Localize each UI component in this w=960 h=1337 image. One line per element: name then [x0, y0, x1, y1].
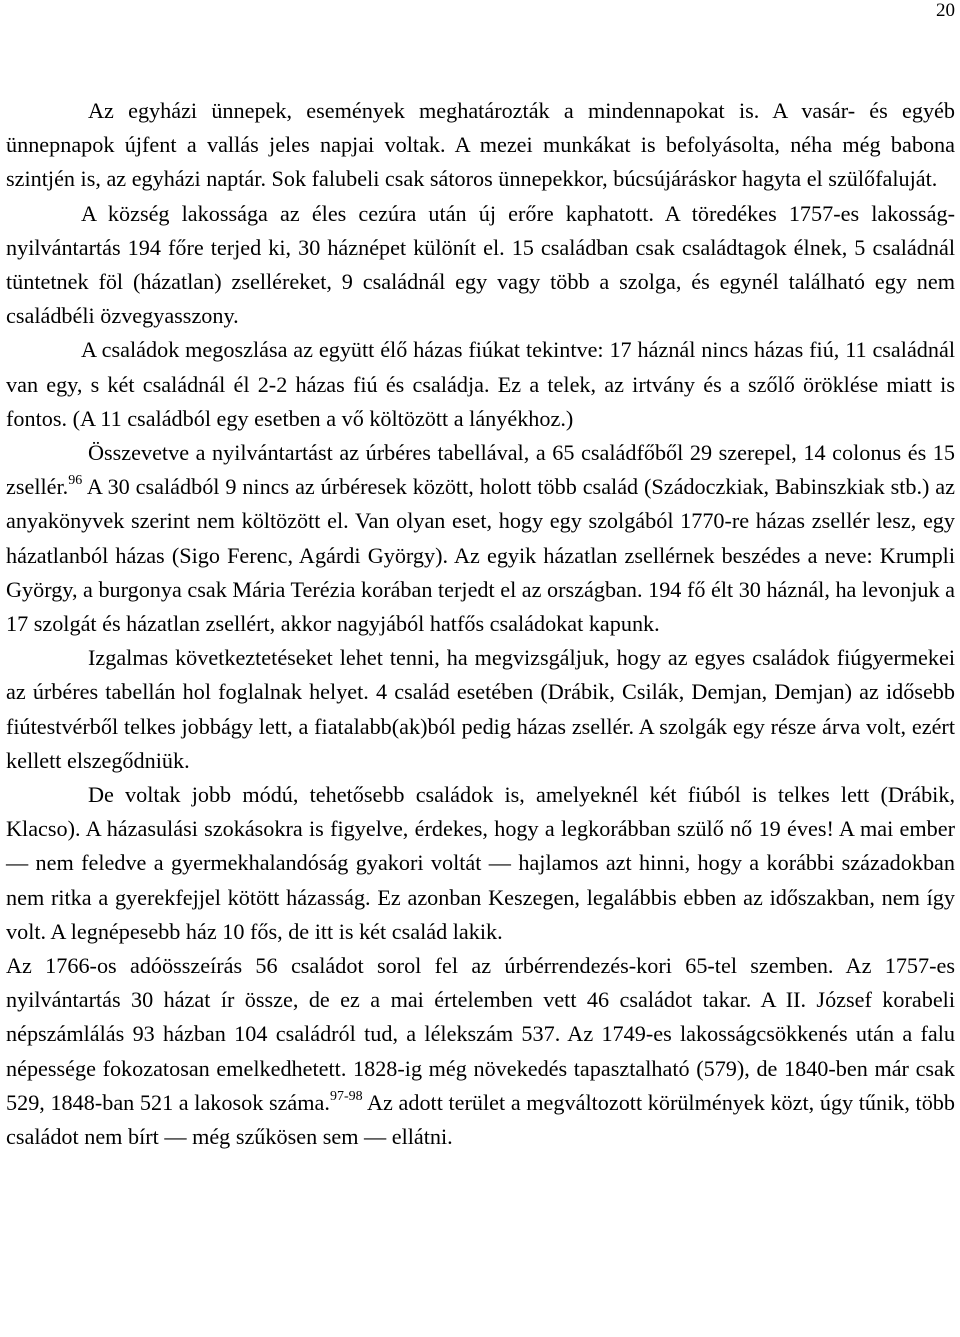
footnote-marker: 96 [68, 472, 83, 488]
paragraph-urbarial-comparison [6, 436, 955, 641]
paragraph-marriage-customs: De voltak jobb módú, tehetősebb családok is, amelyeknél két fiúból is telkes lett (Drábik, Klacso). A házasulási szokásokra is figyelve, érdekes, hogy a legkorábban szülő nő 19 éves! A mai ember — nem feledve a gyermekhalandóság gyakori voltát — hajlamos azt hinni, hogy a korábbi századokban nem ritka a gyerekfejjel kötött házasság. Ez azonban Keszegen, legalábbis ebben az időszakban, nem így volt. A legnépesebb ház 10 fős, de itt is két család lakik. [6, 782, 955, 944]
paragraph-text: Az 1766-os adóösszeírás 56 családot sorol fel az úrbérrendezés-kori 65-tel szemben. Az 1757-es nyilvántartás 30 házat ír össze, de ez a mai értelemben vett 46 családot takar. A II. József korabeli népszámlálás 93 házban 104 családról tud, a lélekszám 537. Az 1749-es lakosságcsökkenés után a falu népessége fokozatosan emelkedhetett. 1828-ig még növekedés tapasztalható (579), de 1840-ben már csak 529, 1848-ban 521 a lakosok száma. [6, 953, 955, 1115]
footnote-marker: 97-98 [329, 1088, 363, 1104]
document-body [6, 94, 955, 1154]
paragraph-sons-positions: Izgalmas következtetéseket lehet tenni, ha megvizsgáljuk, hogy az egyes családok fiúgyermekei az úrbéres tabellán hol foglalnak helyet. 4 család esetében (Drábik, Csilák, Demjan, Demjan) az idősebb fiútestvérből telkes jobbágy lett, a fiatalabb(ak)ból pedig házas zsellér. A szolgák egy része árva volt, ezért kellett elszegődniük. [6, 645, 955, 773]
paragraph-text: A 30 családból 9 nincs az úrbéresek között, holott több család (Szádoczkiak, Babinszkiak stb.) az anyakönyvek szerint nem költözött el. Van olyan eset, hogy egy szolgából 1770-re házas zsellér lesz, egy házatlanból házas (Sigo Ferenc, Agárdi György). Az egyik házatlan zsellérnek beszédes a neve: Krumpli György, a burgonya csak Mária Terézia korában terjedt el az országban. 194 fő élt 30 háznál, ha levonjuk a 17 szolgát és házatlan zsellért, akkor nagyjából hatfős családokat kapunk. [6, 474, 955, 637]
paragraph-married-sons: A családok megoszlása az együtt élő házas fiúkat tekintve: 17 háznál nincs házas fiú, 11 családnál van egy, s két családnál él 2-2 házas fiú és családja. Ez a telek, az irtvány és a szőlő öröklése miatt is fontos. (A 11 családból egy esetben a vő költözött a lányékhoz.) [6, 337, 955, 431]
paragraph-text: Összevetve a nyilvántartást az úrbéres tabellával, a 65 családfőből 29 szerepel, 14 colonus és 15 zsellér. [6, 440, 955, 500]
paragraph-population-1757: A község lakossága az éles cezúra után új erőre kaphatott. A töredékes 1757-es lakosság-nyilvántartás 194 főre terjed ki, 30 háznépet különít el. 15 családban csak családtagok élnek, 5 családnál tüntetnek föl (házatlan) zselléreket, 9 családnál egy vagy több a szolga, és egynél található egy nem családbéli özvegyasszony. [6, 200, 955, 329]
page-number: 20 [936, 0, 955, 21]
paragraph-census-figures [6, 949, 955, 1154]
paragraph-text: Az adott terület a megváltozott körülmények közt, úgy tűnik, több családot nem bírt — még szűkösen sem — ellátni. [6, 1089, 955, 1150]
paragraph-church-holidays: Az egyházi ünnepek, események meghatározták a mindennapokat is. A vasár- és egyéb ünnepnapok újfent a vallás jeles napjai voltak. A mezei munkákat is befolyásolta, néha még babona szintjén is, az egyházi naptár. Sok falubeli csak sátoros ünnepekkor, búcsújáráskor hagyta el szülőfaluját. [6, 98, 955, 192]
